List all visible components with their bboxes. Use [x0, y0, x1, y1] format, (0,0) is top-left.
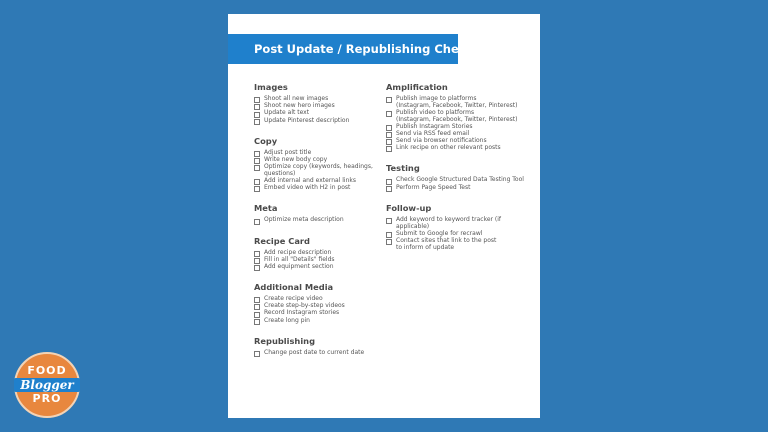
checkbox-icon[interactable]	[386, 139, 392, 145]
checklist-item	[254, 318, 404, 325]
checklist-item-label: Publish image to platforms (Instagram, Facebook, Twitter, Pinterest)	[396, 95, 518, 109]
section-heading: Testing	[386, 163, 420, 174]
checklist-section	[386, 203, 536, 252]
checkbox-icon[interactable]	[254, 186, 260, 192]
checkbox-icon[interactable]	[386, 97, 392, 103]
checklist-item-label: Create recipe video	[264, 295, 323, 303]
checklist-item-label: Shoot all new images	[264, 95, 329, 102]
logo-food-text: FOOD	[27, 364, 67, 377]
checklist-item-label: Embed video with H2 in post	[264, 184, 351, 192]
section-heading: Copy	[254, 135, 278, 146]
checklist-item	[386, 110, 536, 124]
checkbox-icon[interactable]	[254, 112, 260, 118]
food-blogger-pro-logo	[14, 352, 80, 418]
checkbox-icon[interactable]	[254, 104, 260, 110]
checkbox-icon[interactable]	[386, 186, 392, 192]
checklist-item-label: Update Pinterest description	[264, 116, 350, 124]
checklist-item	[386, 145, 536, 152]
checklist-item-label: Submit to Google for recrawl	[396, 229, 483, 237]
checklist-item-label: Update alt text	[264, 109, 310, 117]
checkbox-icon[interactable]	[254, 319, 260, 325]
checklist-item-label: Adjust post title	[264, 148, 312, 156]
checklist-item-label: Publish video to platforms (Instagram, Facebook, Twitter, Pinterest)	[396, 108, 518, 123]
checkbox-icon[interactable]	[386, 232, 392, 238]
checklist-section	[254, 336, 404, 357]
checklist-item-label: Send via browser notifications	[396, 137, 487, 144]
checkbox-icon[interactable]	[254, 151, 260, 157]
checklist-item-label: Perform Page Speed Test	[396, 183, 471, 191]
checklist-item	[386, 96, 536, 110]
checkbox-icon[interactable]	[254, 119, 260, 125]
checkbox-icon[interactable]	[254, 165, 260, 171]
checklist-item	[254, 185, 404, 192]
checklist-item-label: Add keyword to keyword tracker (if applicable)	[396, 215, 502, 230]
checkbox-icon[interactable]	[254, 351, 260, 357]
checklist-item-label: Create long pin	[264, 316, 310, 324]
checklist-section	[254, 136, 404, 193]
checkbox-icon[interactable]	[254, 265, 260, 271]
checklist-item	[254, 118, 404, 125]
checklist-item-label: Contact sites that link to the post to inform of update	[396, 236, 497, 251]
checklist-item-label: Publish Instagram Stories	[396, 122, 473, 130]
checklist-section	[254, 282, 404, 325]
checklist-item-label: Optimize meta description	[264, 216, 344, 224]
checkbox-icon[interactable]	[254, 219, 260, 225]
checklist-item	[386, 185, 536, 192]
checklist-item-label: Link recipe on other relevant posts	[396, 144, 501, 152]
checkbox-icon[interactable]	[386, 179, 392, 185]
section-heading: Meta	[254, 203, 278, 214]
checklist-section	[386, 163, 536, 191]
right-column	[386, 82, 536, 263]
checkbox-icon[interactable]	[254, 97, 260, 103]
document-title: Post Update / Republishing Checklist	[228, 34, 458, 64]
checklist-document	[228, 14, 540, 418]
logo-blogger-text: Blogger	[14, 378, 79, 392]
checkbox-icon[interactable]	[386, 132, 392, 138]
checklist-item-label: Add recipe description	[264, 248, 332, 256]
checklist-item	[386, 238, 536, 252]
checklist-item	[254, 264, 404, 271]
checklist-item-label: Shoot new hero images	[264, 102, 335, 110]
checkbox-icon[interactable]	[254, 158, 260, 164]
checklist-section	[254, 236, 404, 272]
checklist-item-label: Create step-by-step videos	[264, 302, 345, 310]
checkbox-icon[interactable]	[254, 297, 260, 303]
checklist-section	[386, 82, 536, 152]
section-heading: Follow-up	[386, 202, 432, 213]
checklist-item	[254, 217, 404, 224]
left-column	[254, 82, 404, 368]
checkbox-icon[interactable]	[386, 111, 392, 117]
checklist-item	[386, 217, 536, 231]
checklist-item-label: Write new body copy	[264, 155, 328, 163]
section-heading: Republishing	[254, 335, 316, 346]
section-heading: Recipe Card	[254, 235, 310, 246]
checklist-item-label: Change post date to current date	[264, 348, 365, 356]
checkbox-icon[interactable]	[386, 125, 392, 131]
checklist-section	[254, 82, 404, 125]
checklist-item-label: Record Instagram stories	[264, 309, 340, 317]
section-heading: Additional Media	[254, 282, 334, 293]
checklist-section	[254, 203, 404, 224]
checkbox-icon[interactable]	[386, 218, 392, 224]
checklist-item	[254, 350, 404, 357]
checklist-item	[254, 164, 404, 178]
checkbox-icon[interactable]	[254, 304, 260, 310]
checkbox-icon[interactable]	[254, 251, 260, 257]
checkbox-icon[interactable]	[254, 258, 260, 264]
checkbox-icon[interactable]	[386, 239, 392, 245]
section-heading: Amplification	[386, 82, 448, 92]
logo-pro-text: PRO	[32, 392, 62, 405]
checkbox-icon[interactable]	[254, 179, 260, 185]
checklist-item-label: Add equipment section	[264, 262, 334, 270]
checkbox-icon[interactable]	[254, 312, 260, 318]
section-heading: Images	[254, 82, 288, 92]
checklist-item-label: Optimize copy (keywords, headings, questions)	[264, 163, 373, 178]
checkbox-icon[interactable]	[386, 146, 392, 152]
checklist-item-label: Fill in all "Details" fields	[264, 255, 335, 263]
checklist-item-label: Send via RSS feed email	[396, 129, 470, 137]
checklist-item-label: Check Google Structured Data Testing Tool	[396, 176, 524, 184]
checklist-item-label: Add internal and external links	[264, 176, 356, 184]
